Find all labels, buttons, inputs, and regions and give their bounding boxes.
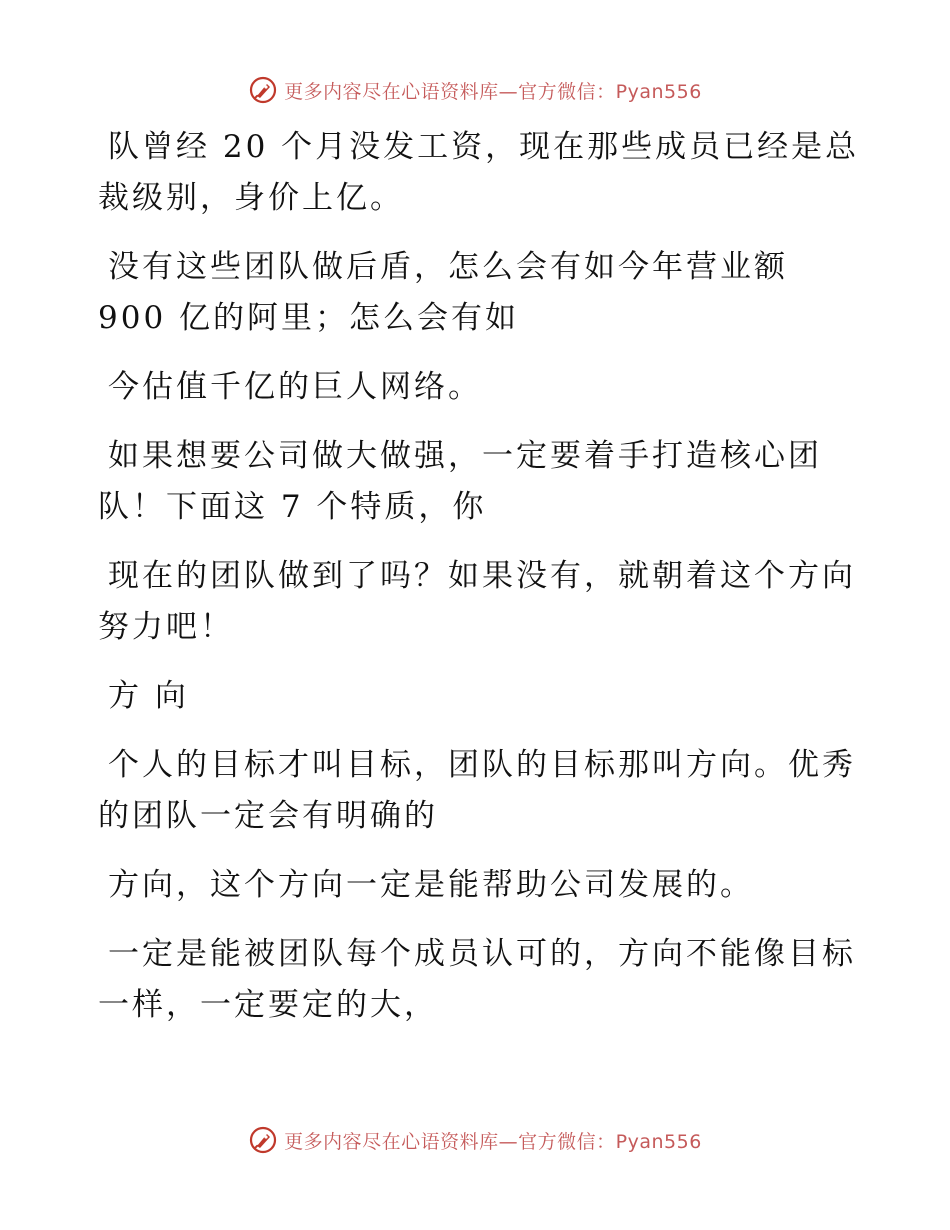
paragraph: 如果想要公司做大做强，一定要着手打造核心团队！下面这 7 个特质，你	[98, 438, 822, 525]
paragraph: 一定是能被团队每个成员认可的，方向不能像目标一样，一定要定的大，	[98, 936, 856, 1023]
footer-banner-text: 更多内容尽在心语资料库—官方微信：Pyan556	[284, 1130, 702, 1153]
pen-nib-logo-icon	[248, 1125, 278, 1155]
paragraph: 没有这些团队做后盾，怎么会有如今年营业额 900 亿的阿里；怎么会有如	[98, 249, 788, 336]
header-banner	[0, 70, 950, 110]
document-body	[98, 122, 868, 1049]
paragraph: 方向，这个方向一定是能帮助公司发展的。	[108, 867, 754, 903]
paragraph: 个人的目标才叫目标，团队的目标那叫方向。优秀的团队一定会有明确的	[98, 747, 856, 834]
pen-nib-logo-icon	[248, 75, 278, 105]
paragraph: 今估值千亿的巨人网络。	[108, 369, 482, 405]
footer-banner	[0, 1120, 950, 1160]
header-banner-text: 更多内容尽在心语资料库—官方微信：Pyan556	[284, 80, 702, 103]
section-heading: 方 向	[108, 678, 189, 714]
paragraph: 队曾经 20 个月没发工资，现在那些成员已经是总裁级别，身价上亿。	[98, 129, 860, 216]
paragraph: 现在的团队做到了吗？如果没有，就朝着这个方向努力吧！	[98, 558, 856, 645]
